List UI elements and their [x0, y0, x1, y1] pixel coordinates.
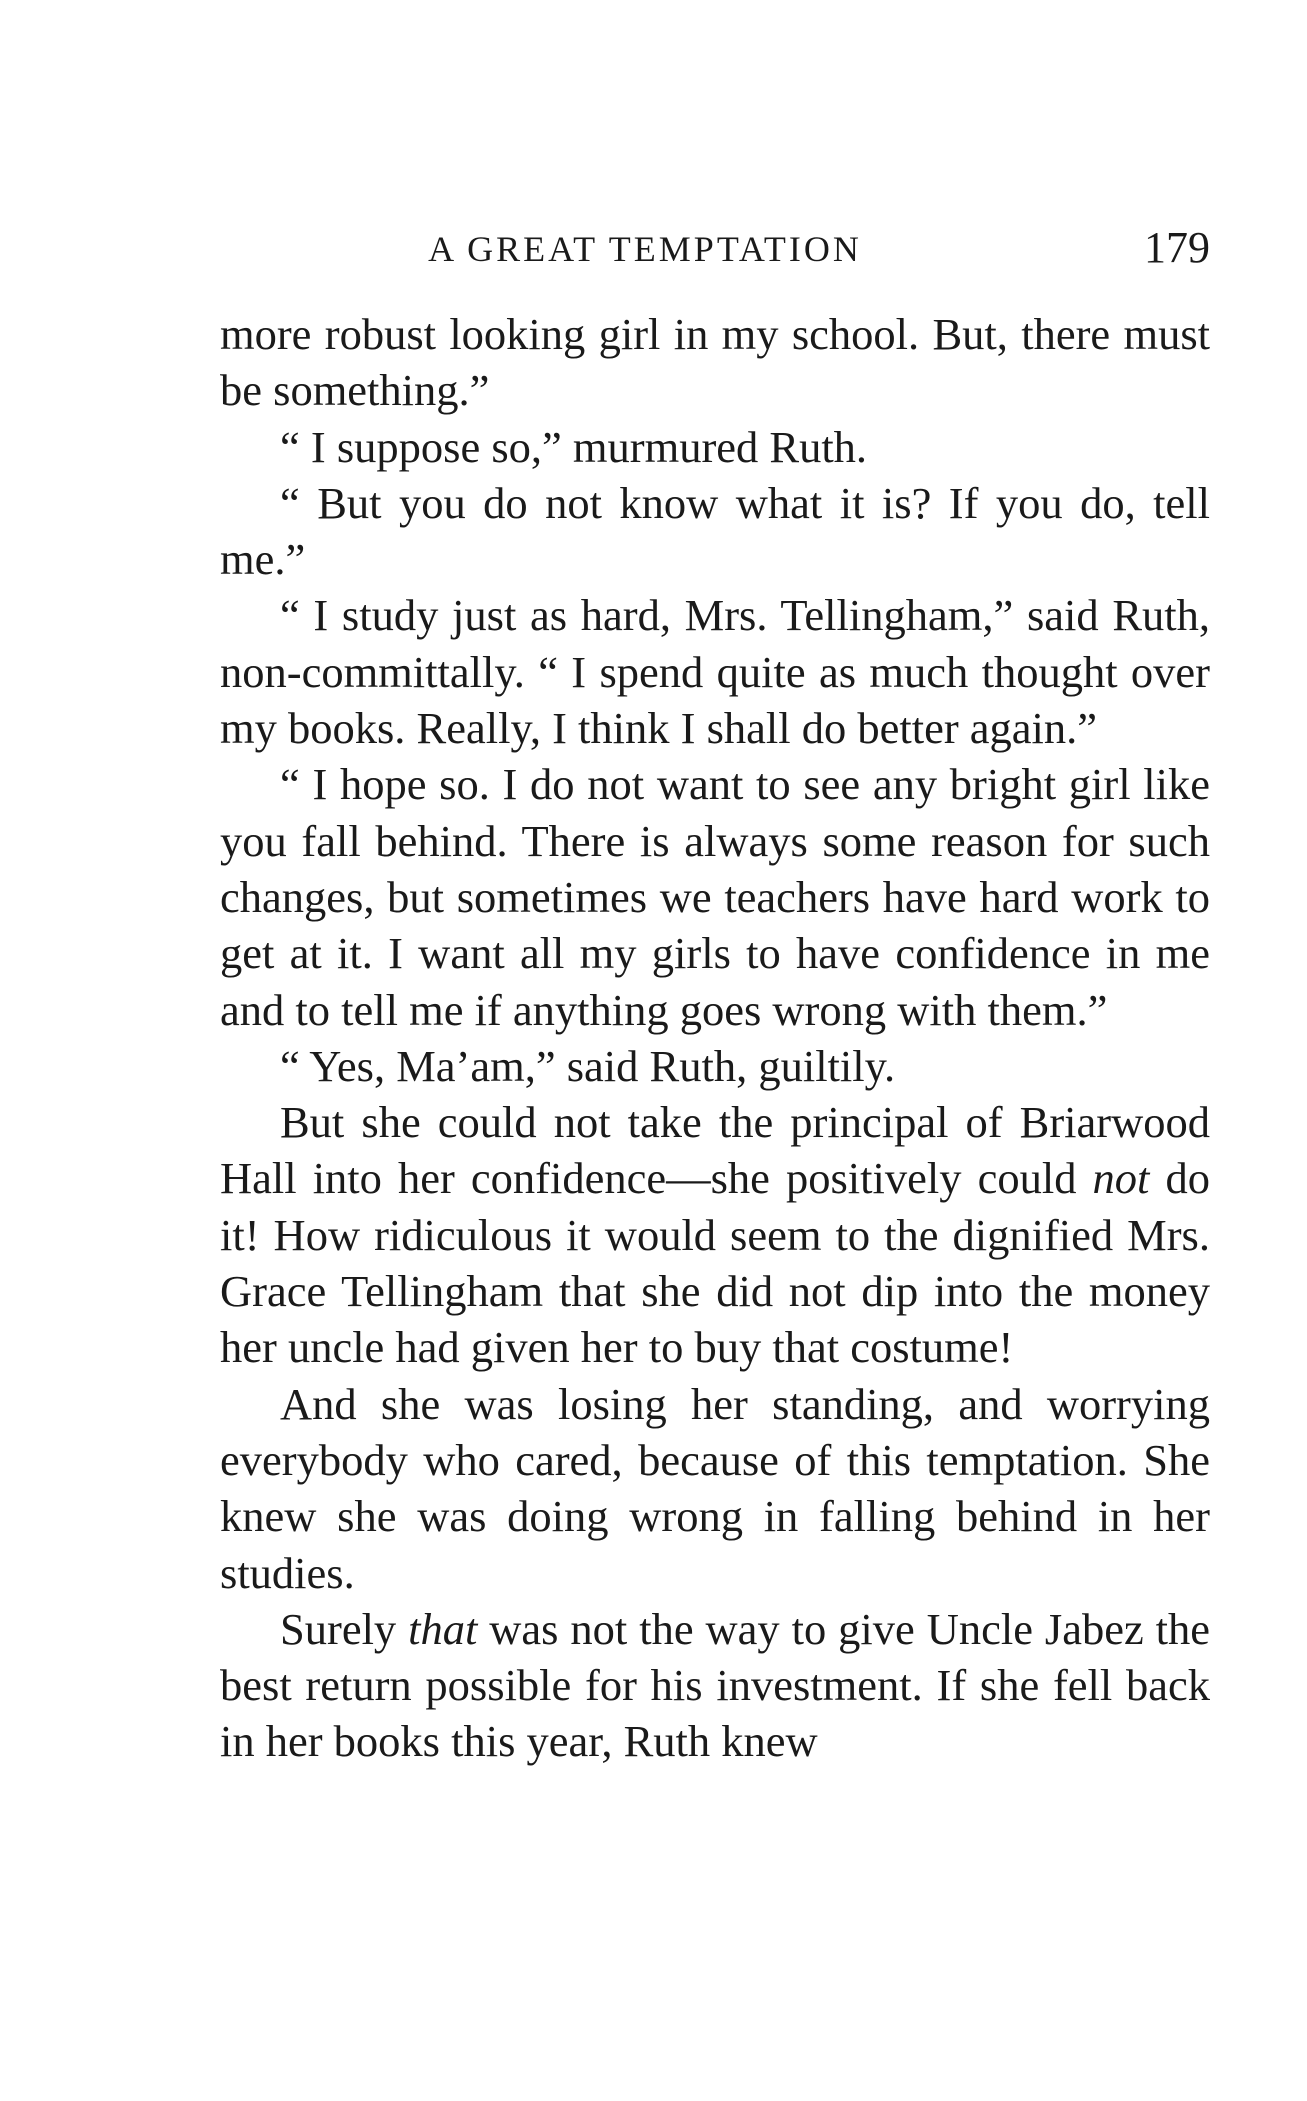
- paragraph: [220, 475, 1210, 588]
- text-run: “ But you do not know what it is? If you do, tell me.”: [220, 477, 1210, 585]
- running-head: [220, 222, 1230, 272]
- text-run: But she could not take the principal of Briarwood Hall into her confidence—she positively could: [220, 1097, 1210, 1204]
- italic-text-run: not: [1092, 1153, 1150, 1204]
- text-run: “ Yes, Ma’am,” said Ruth, guiltily.: [280, 1040, 896, 1091]
- paragraph: [220, 306, 1210, 419]
- text-run: “ I study just as hard, Mrs. Tellingham,” said Ruth, non-committally. “ I spend quite as much thought over my books. Really, I think I shall do better again.”: [220, 590, 1210, 754]
- paragraph: [220, 419, 1210, 475]
- text-run: “ I hope so. I do not want to see any bright girl like you fall behind. There is always some reason for such changes, but sometimes we teachers have hard work to get at it. I want all my girls to have confidence in me and to tell me if anything goes wrong with them.”: [220, 759, 1210, 1035]
- paragraph: [220, 1038, 1210, 1094]
- text-run: “ I suppose so,” murmured Ruth.: [280, 421, 868, 472]
- paragraph: [220, 587, 1210, 756]
- text-run: And she was losing her standing, and worrying everybody who cared, because of this temptation. She knew she was doing wrong in falling behind in her studies.: [220, 1378, 1210, 1598]
- text-run: do it! How ridiculous it would seem to the dignified Mrs. Grace Tellingham that she did not dip into the money her uncle had given her to buy that costume!: [220, 1153, 1211, 1373]
- paragraph: [220, 1376, 1210, 1601]
- paragraph: [220, 1601, 1210, 1770]
- running-title: A GREAT TEMPTATION: [428, 229, 862, 269]
- paragraph: [220, 756, 1210, 1037]
- body-text: [220, 306, 1210, 1770]
- italic-text-run: that: [408, 1603, 478, 1654]
- paragraph: [220, 1094, 1210, 1375]
- page-number: 179: [1144, 223, 1210, 272]
- text-run: more robust looking girl in my school. But, there must be something.”: [220, 309, 1210, 416]
- text-run: was not the way to give Uncle Jabez the best return possible for his investment. If she fell back in her books this year, Ruth knew: [220, 1603, 1210, 1767]
- text-run: Surely: [280, 1603, 409, 1654]
